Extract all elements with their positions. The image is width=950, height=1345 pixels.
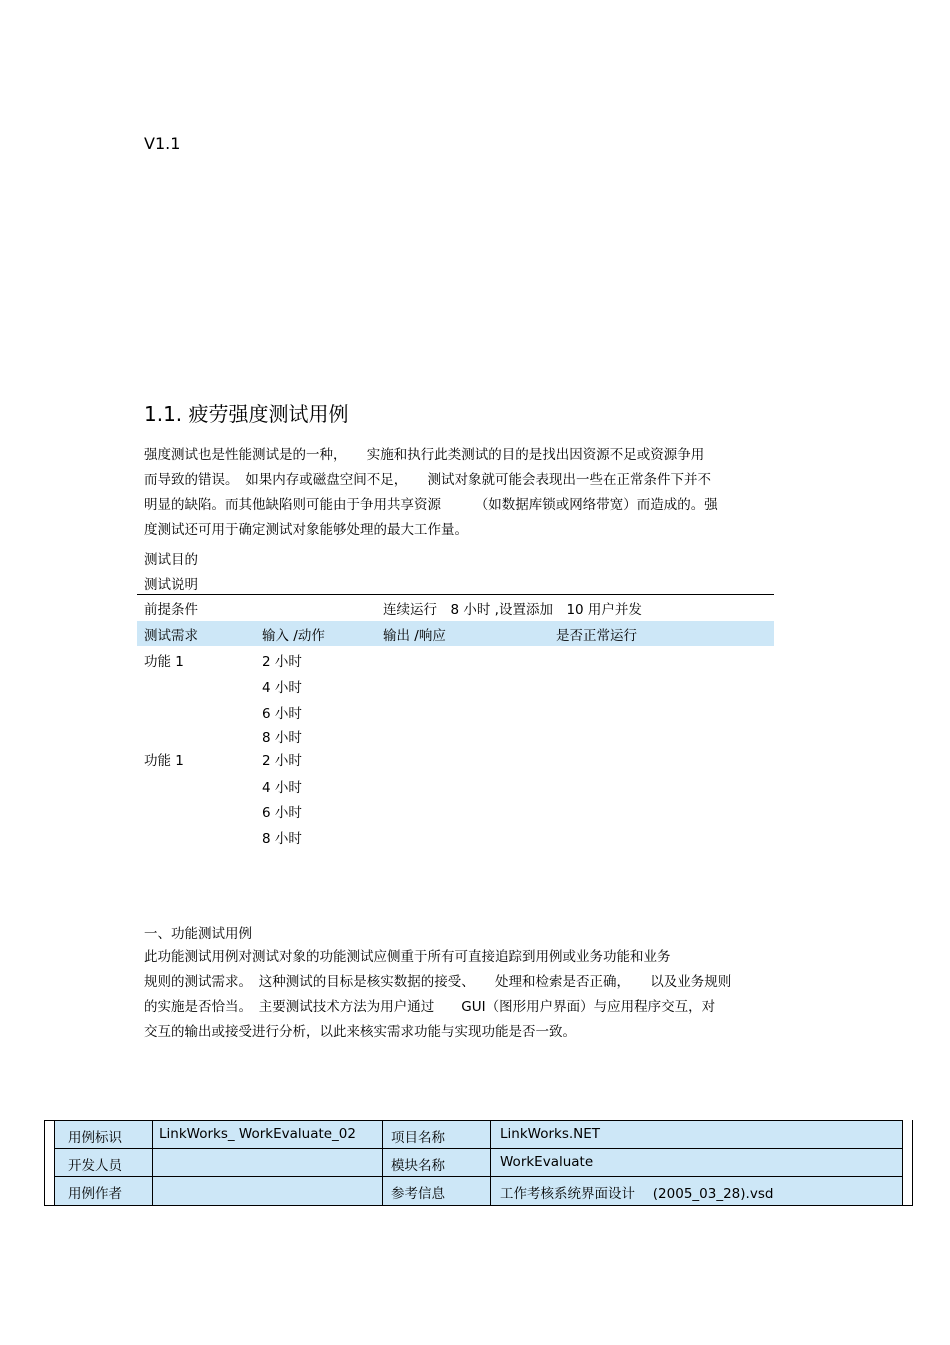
functional-paragraph — [144, 945, 731, 1045]
meta-table-column-divider — [490, 1120, 491, 1206]
table-top-rule — [137, 594, 774, 595]
meta-table-row-divider — [54, 1176, 903, 1177]
meta-table-row-divider — [54, 1148, 903, 1149]
intro-paragraph — [144, 443, 718, 543]
functional-line: 规则的测试需求。 这种测试的目标是核实数据的接受、 处理和检索是否正确， 以及业务规则 — [144, 974, 732, 990]
column-header-requirement: 测试需求 — [144, 628, 198, 644]
test-description-label: 测试说明 — [144, 577, 198, 593]
intro-line: 强度测试也是性能测试是的一种， 实施和执行此类测试的目的是找出因资源不足或资源争用 — [144, 447, 705, 463]
intro-line: 而导致的错误。 如果内存或磁盘空间不足， 测试对象就可能会表现出一些在正常条件下并不 — [144, 472, 711, 488]
row-requirement: 功能 1 — [144, 753, 184, 769]
intro-line: 度测试还可用于确定测试对象能够处理的最大工作量。 — [144, 522, 468, 538]
meta-label-reference: 参考信息 — [391, 1186, 445, 1202]
functional-heading: 一、功能测试用例 — [144, 926, 252, 942]
intro-line: 明显的缺陷。而其他缺陷则可能由于争用共享资源 （如数据库锁或网络带宽）而造成的。强 — [144, 497, 718, 513]
row-input: 6 小时 — [262, 805, 302, 821]
column-header-status: 是否正常运行 — [556, 628, 637, 644]
meta-label-project-name: 项目名称 — [391, 1130, 445, 1146]
precondition-label: 前提条件 — [144, 602, 198, 618]
meta-table-bottom-border — [44, 1205, 913, 1206]
functional-line: 的实施是否恰当。 主要测试技术方法为用户通过 GUI（图形用户界面）与应用程序交互，对 — [144, 999, 716, 1015]
meta-table-column-divider — [382, 1120, 383, 1206]
row-input: 6 小时 — [262, 706, 302, 722]
meta-value-module-name: WorkEvaluate — [500, 1154, 594, 1170]
row-input: 2 小时 — [262, 753, 302, 769]
version-label: V1.1 — [144, 134, 181, 153]
meta-table-column-divider — [54, 1120, 55, 1206]
meta-table-outer-border — [912, 1120, 913, 1206]
column-header-output: 输出 /响应 — [383, 628, 446, 644]
meta-table-outer-border — [44, 1120, 45, 1206]
meta-value-reference: 工作考核系统界面设计 (2005_03_28).vsd — [500, 1186, 774, 1202]
meta-table-column-divider — [902, 1120, 903, 1206]
meta-value-project-name: LinkWorks.NET — [500, 1126, 601, 1142]
meta-label-module-name: 模块名称 — [391, 1158, 445, 1174]
functional-line: 交互的输出或接受进行分析，以此来核实需求功能与实现功能是否一致。 — [144, 1024, 576, 1040]
section-heading: 1.1. 疲劳强度测试用例 — [144, 402, 349, 426]
meta-label-use-case-id: 用例标识 — [68, 1130, 122, 1146]
meta-label-developer: 开发人员 — [68, 1158, 122, 1174]
test-purpose-label: 测试目的 — [144, 552, 198, 568]
row-requirement: 功能 1 — [144, 654, 184, 670]
row-input: 8 小时 — [262, 730, 302, 746]
column-header-input: 输入 /动作 — [262, 628, 325, 644]
row-input: 4 小时 — [262, 680, 302, 696]
table-header-row — [137, 621, 774, 646]
row-input: 4 小时 — [262, 780, 302, 796]
row-input: 8 小时 — [262, 831, 302, 847]
precondition-value: 连续运行 8 小时 ,设置添加 10 用户并发 — [383, 602, 642, 618]
functional-line: 此功能测试用例对测试对象的功能测试应侧重于所有可直接追踪到用例或业务功能和业务 — [144, 949, 671, 965]
meta-label-author: 用例作者 — [68, 1186, 122, 1202]
meta-value-use-case-id: LinkWorks_ WorkEvaluate_02 — [159, 1126, 356, 1142]
row-input: 2 小时 — [262, 654, 302, 670]
meta-table-column-divider — [152, 1120, 153, 1206]
use-case-meta-table — [44, 1120, 913, 1206]
meta-table-top-border — [44, 1120, 903, 1121]
